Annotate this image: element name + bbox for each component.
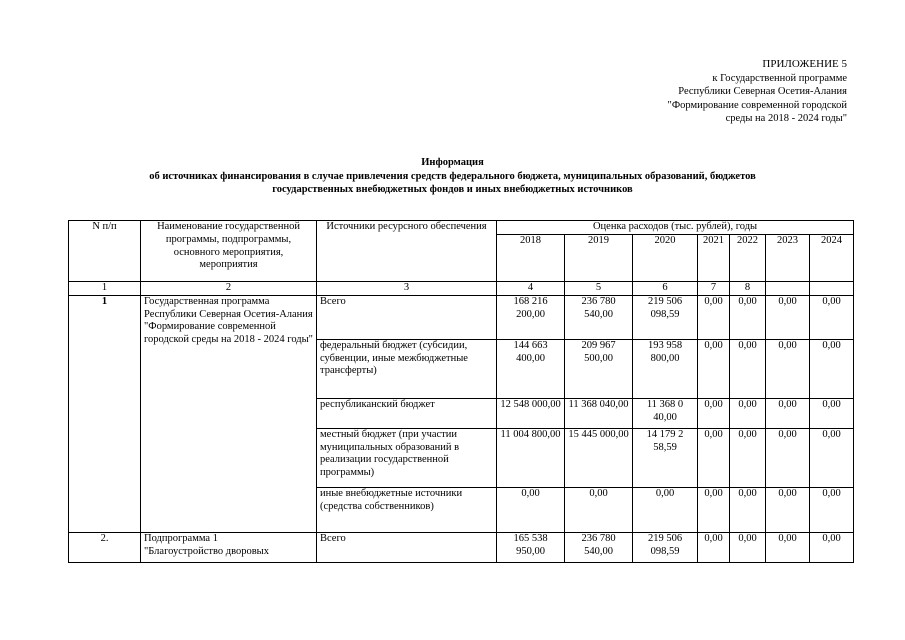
appendix-line: "Формирование современной городской	[667, 99, 847, 111]
value-cell: 0,00	[730, 487, 766, 532]
value-cell: 0,00	[565, 487, 633, 532]
value-cell: 219 506 098,59	[633, 532, 698, 562]
document-heading	[0, 156, 905, 197]
header-n: N п/п	[69, 221, 141, 282]
column-number: 4	[497, 282, 565, 296]
column-number: 8	[730, 282, 766, 296]
value-cell: 236 780 540,00	[565, 295, 633, 339]
heading-line: об источниках финансирования в случае привлечения средств федерального бюджета, муниципальных образований, бюджетов	[149, 170, 756, 182]
source-label: Всего	[317, 532, 497, 562]
row-name-part: "Формирование современной городской среды на 2018 - 2024 годы"	[144, 321, 313, 346]
header-year: 2023	[766, 235, 810, 282]
table-row	[69, 532, 854, 562]
value-cell: 0,00	[730, 532, 766, 562]
value-cell: 0,00	[810, 428, 854, 487]
header-name: Наименование государственной программы, подпрограммы, основного мероприятия, мероприятия	[141, 221, 317, 282]
row-name	[141, 532, 317, 562]
value-cell: 236 780 540,00	[565, 532, 633, 562]
row-name-part: Государственная программа Республики Северная Осетия-Алания	[144, 295, 313, 320]
header-source: Источники ресурсного обеспечения	[317, 221, 497, 282]
value-cell: 168 216 200,00	[497, 295, 565, 339]
value-cell: 0,00	[810, 487, 854, 532]
financing-table	[68, 220, 854, 563]
row-number: 1	[69, 295, 141, 532]
source-label: республиканский бюджет	[317, 398, 497, 428]
value-cell: 219 506 098,59	[633, 295, 698, 339]
appendix-block	[668, 58, 847, 126]
value-cell: 0,00	[810, 532, 854, 562]
value-cell: 0,00	[698, 428, 730, 487]
value-cell: 12 548 000,00	[497, 398, 565, 428]
value-cell: 144 663 400,00	[497, 339, 565, 398]
appendix-number: ПРИЛОЖЕНИЕ 5	[762, 58, 847, 70]
row-name	[141, 295, 317, 532]
value-cell: 0,00	[766, 428, 810, 487]
heading-title: Информация	[421, 157, 484, 168]
row-name-part: Подпрограмма 1	[144, 532, 218, 544]
column-number	[766, 282, 810, 296]
value-cell: 0,00	[698, 295, 730, 339]
column-number: 2	[141, 282, 317, 296]
value-cell: 14 179 2 58,59	[633, 428, 698, 487]
value-cell: 0,00	[766, 398, 810, 428]
value-cell: 0,00	[810, 295, 854, 339]
value-cell: 0,00	[698, 487, 730, 532]
value-cell: 0,00	[810, 339, 854, 398]
header-year: 2020	[633, 235, 698, 282]
value-cell: 209 967 500,00	[565, 339, 633, 398]
appendix-line: Республики Северная Осетия-Алания	[678, 86, 847, 98]
heading-line: государственных внебюджетных фондов и иных внебюджетных источников	[272, 184, 633, 195]
value-cell: 0,00	[497, 487, 565, 532]
column-number: 1	[69, 282, 141, 296]
row-number: 2.	[69, 532, 141, 562]
column-number: 7	[698, 282, 730, 296]
value-cell: 11 368 040,00	[565, 398, 633, 428]
value-cell: 0,00	[730, 428, 766, 487]
value-cell: 0,00	[698, 398, 730, 428]
column-number: 6	[633, 282, 698, 296]
value-cell: 0,00	[766, 532, 810, 562]
row-name-part: "Благоустройство дворовых	[144, 545, 269, 557]
table-row	[69, 295, 854, 339]
value-cell: 0,00	[810, 398, 854, 428]
value-cell: 0,00	[730, 398, 766, 428]
header-year: 2024	[810, 235, 854, 282]
source-label: иные внебюджетные источники (средства собственников)	[317, 487, 497, 532]
value-cell: 0,00	[766, 295, 810, 339]
value-cell: 0,00	[698, 532, 730, 562]
header-year: 2021	[698, 235, 730, 282]
value-cell: 0,00	[633, 487, 698, 532]
column-number-row	[69, 282, 854, 296]
source-label: местный бюджет (при участии муниципальных образований в реализации государственной программы)	[317, 428, 497, 487]
appendix-line: к Государственной программе	[712, 72, 847, 84]
value-cell: 165 538 950,00	[497, 532, 565, 562]
value-cell: 193 958 800,00	[633, 339, 698, 398]
value-cell: 0,00	[766, 487, 810, 532]
value-cell: 15 445 000,00	[565, 428, 633, 487]
header-year: 2018	[497, 235, 565, 282]
column-number: 5	[565, 282, 633, 296]
source-label: Всего	[317, 295, 497, 339]
column-number: 3	[317, 282, 497, 296]
value-cell: 0,00	[730, 295, 766, 339]
appendix-line: среды на 2018 - 2024 годы"	[725, 113, 847, 125]
value-cell: 0,00	[766, 339, 810, 398]
header-year: 2022	[730, 235, 766, 282]
column-number	[810, 282, 854, 296]
header-year: 2019	[565, 235, 633, 282]
header-estimate: Оценка расходов (тыс. рублей), годы	[497, 221, 854, 235]
value-cell: 0,00	[730, 339, 766, 398]
value-cell: 0,00	[698, 339, 730, 398]
value-cell: 11 368 0 40,00	[633, 398, 698, 428]
value-cell: 11 004 800,00	[497, 428, 565, 487]
source-label: федеральный бюджет (субсидии, субвенции, иные межбюджетные трансферты)	[317, 339, 497, 398]
